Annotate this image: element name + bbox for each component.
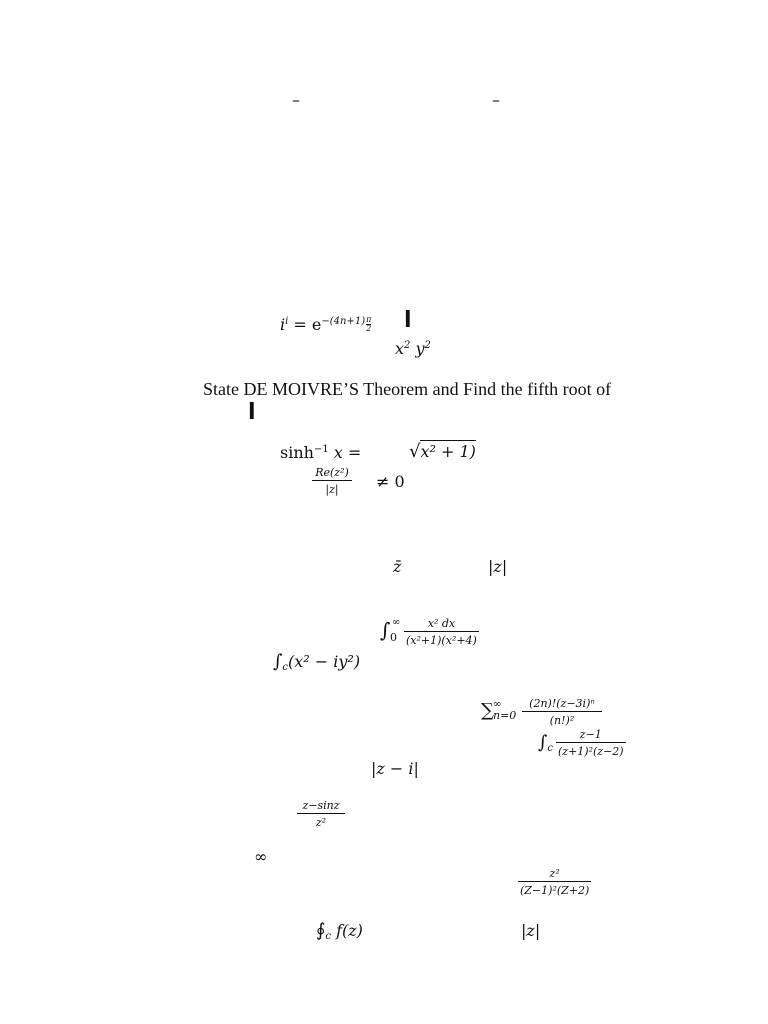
z-conjugate: z̄ xyxy=(393,557,402,576)
fraction-zsinz-den: z² xyxy=(297,813,345,829)
fraction-z2-den: (Z−1)²(Z+2) xyxy=(518,881,591,897)
fraction-zsinz xyxy=(297,799,345,829)
line-integral-body: (x² − iy²) xyxy=(288,652,361,671)
integral-lower: 0 xyxy=(390,631,397,644)
closed-integral-sub: c xyxy=(325,931,331,942)
abs-z-minus-i: |z − i| xyxy=(371,759,419,778)
fraction-improper xyxy=(404,617,479,647)
sum-sign: ∑ xyxy=(481,700,494,721)
closed-integral-sign: ∮ xyxy=(316,920,326,941)
mark-1: l xyxy=(404,308,412,333)
sinh-rest: x = xyxy=(328,443,362,462)
demoivre-question: State DE MOIVRE’S Theorem and Find the fifth root of xyxy=(203,379,612,399)
fraction-re-z2 xyxy=(312,466,352,496)
integral-upper: ∞ xyxy=(392,617,401,628)
radical-sign: √ xyxy=(409,441,421,462)
formula-line-integral xyxy=(273,653,360,673)
formula-x2-y2 xyxy=(395,341,431,357)
integral-sign: ∫ xyxy=(380,618,391,642)
dash-right: – xyxy=(492,90,500,109)
formula-improper-integral xyxy=(380,617,401,644)
y-var: y xyxy=(410,339,425,358)
x-var: x xyxy=(395,339,405,358)
sum-lower: n=0 xyxy=(493,709,517,722)
neq-zero: ≠ 0 xyxy=(376,472,405,491)
abs-z-2: |z| xyxy=(521,921,541,940)
mark-2: l xyxy=(248,400,256,425)
fraction-re-num: Re(z²) xyxy=(315,466,349,479)
formula-ii-base: i xyxy=(280,315,286,334)
sinh-sup: −1 xyxy=(313,444,329,455)
sinh-text: sinh xyxy=(280,443,314,462)
formula-ii-exponent: −(4n+1) xyxy=(321,316,366,327)
y-sup: 2 xyxy=(424,340,431,351)
formula-ii-pi-frac xyxy=(366,316,371,333)
formula-ii-eq: = e xyxy=(288,315,322,334)
fraction-improper-num: x² dx xyxy=(427,617,456,630)
x-sup: 2 xyxy=(404,340,411,351)
fraction-z2-num: z² xyxy=(549,867,560,880)
formula-ii-sup: i xyxy=(285,316,289,327)
fraction-series-num: (2n)!(z−3i)ⁿ xyxy=(529,697,595,710)
contour-integral-sub: c xyxy=(547,743,553,754)
fraction-series-den: (n!)² xyxy=(522,711,602,727)
formula-ii-pi: π xyxy=(366,315,372,324)
formula-i-power-i xyxy=(280,316,371,333)
contour-integral-sign: ∫ xyxy=(538,732,548,753)
formula-arcsinh xyxy=(280,445,361,461)
fraction-contour xyxy=(556,728,626,758)
fraction-z2 xyxy=(518,867,591,897)
formula-sqrt xyxy=(409,443,476,461)
fraction-zsinz-num: z−sinz xyxy=(302,799,340,812)
closed-integral-body: f(z) xyxy=(331,921,363,940)
fraction-series xyxy=(522,697,602,727)
fraction-contour-den: (z+1)²(z−2) xyxy=(556,742,626,758)
fraction-contour-num: z−1 xyxy=(579,728,602,741)
fraction-improper-den: (x²+1)(x²+4) xyxy=(404,631,479,647)
sum-upper: ∞ xyxy=(493,699,502,710)
infinity-symbol: ∞ xyxy=(254,847,268,866)
formula-closed-integral xyxy=(316,922,363,942)
formula-contour-integral xyxy=(538,734,553,754)
formula-ii-two: 2 xyxy=(366,324,372,333)
line-integral-sub: c xyxy=(282,662,288,673)
line-integral-sign: ∫ xyxy=(273,651,283,672)
sqrt-body: x² + 1) xyxy=(420,442,476,461)
abs-z-1: |z| xyxy=(488,557,508,576)
fraction-re-den: |z| xyxy=(312,480,352,496)
formula-series xyxy=(481,699,517,722)
dash-left: – xyxy=(292,90,300,109)
